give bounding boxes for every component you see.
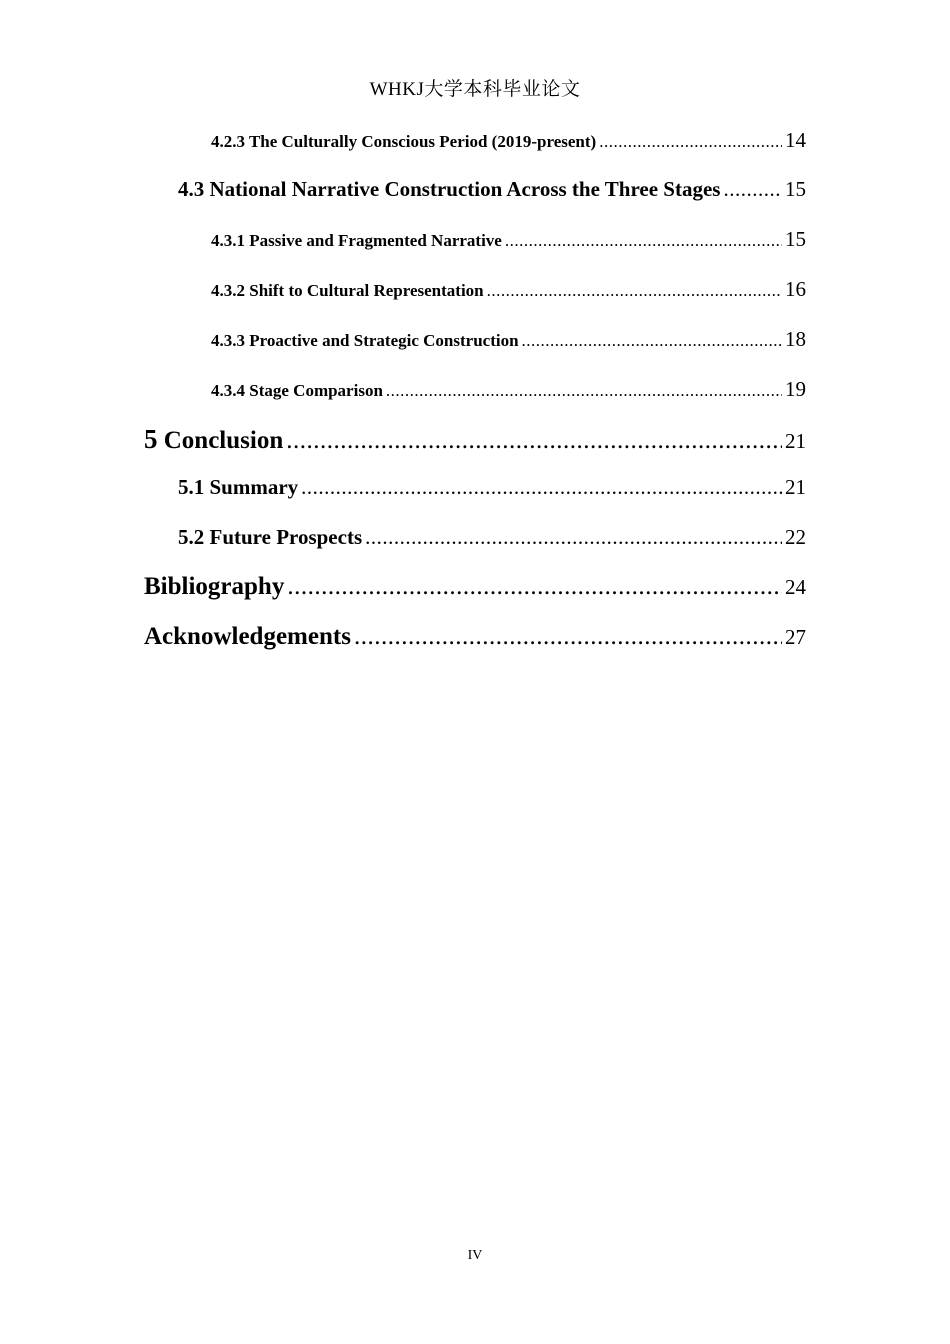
toc-entry-title: Acknowledgements (144, 623, 351, 650)
toc-entry-page: 14 (785, 128, 806, 152)
toc-entry-5-2[interactable] (178, 525, 806, 550)
toc-entry-title: 5.2 Future Prospects (178, 525, 363, 549)
toc-entry-page: 19 (785, 377, 806, 401)
dot-leader (287, 573, 782, 601)
toc-entry-title: 4.3.2 Shift to Cultural Representation (211, 281, 484, 300)
toc-entry-title: 4.3.1 Passive and Fragmented Narrative (211, 231, 502, 250)
dot-leader (487, 281, 782, 301)
toc-entry-page: 22 (785, 525, 806, 549)
dot-leader (522, 331, 782, 351)
toc-entry-page: 18 (785, 327, 806, 351)
toc-entry-title: Bibliography (144, 573, 285, 600)
toc-entry-page: 21 (785, 429, 806, 453)
toc-entry-title: 4.2.3 The Culturally Conscious Period (2019-present) (211, 132, 597, 151)
running-header: WHKJ大学本科毕业论文 (369, 79, 581, 100)
toc-entry-title: 4.3.4 Stage Comparison (211, 381, 383, 400)
dot-leader (286, 427, 782, 455)
toc-entry-page: 15 (785, 177, 806, 201)
dot-leader (599, 132, 782, 152)
chapter-number: 5 (144, 424, 158, 454)
toc-entry-4-3-1[interactable] (211, 227, 806, 252)
toc-entry-title: 4.3 National Narrative Construction Across the Three Stages (178, 177, 721, 201)
chapter-title: Conclusion (163, 427, 284, 454)
dot-leader (365, 525, 782, 550)
toc-entry-4-3[interactable] (178, 177, 806, 202)
toc-entry-4-2-3[interactable] (211, 128, 806, 153)
toc-entry-page: 21 (785, 475, 806, 499)
dot-leader (505, 231, 782, 251)
toc-entry-page: 15 (785, 227, 806, 251)
toc-entry-page: 24 (785, 575, 806, 599)
toc-entry-5-1[interactable] (178, 475, 806, 500)
dot-leader (386, 381, 782, 401)
toc-entry-title: 4.3.3 Proactive and Strategic Construction (211, 331, 519, 350)
toc-entry-5[interactable] (144, 424, 806, 455)
toc-entry-page: 27 (785, 625, 806, 649)
dot-leader (354, 623, 782, 651)
toc-entry-title: 5.1 Summary (178, 475, 299, 499)
toc-entry-page: 16 (785, 277, 806, 301)
page-number: IV (467, 1248, 483, 1263)
toc-entry-4-3-3[interactable] (211, 327, 806, 352)
dot-leader (723, 177, 782, 202)
dot-leader (301, 475, 782, 500)
toc-entry-4-3-4[interactable] (211, 377, 806, 402)
toc-entry-4-3-2[interactable] (211, 277, 806, 302)
toc-entry-bibliography[interactable] (144, 573, 806, 601)
toc-entry-acknowledgements[interactable] (144, 623, 806, 651)
toc-entry-title (144, 424, 283, 455)
